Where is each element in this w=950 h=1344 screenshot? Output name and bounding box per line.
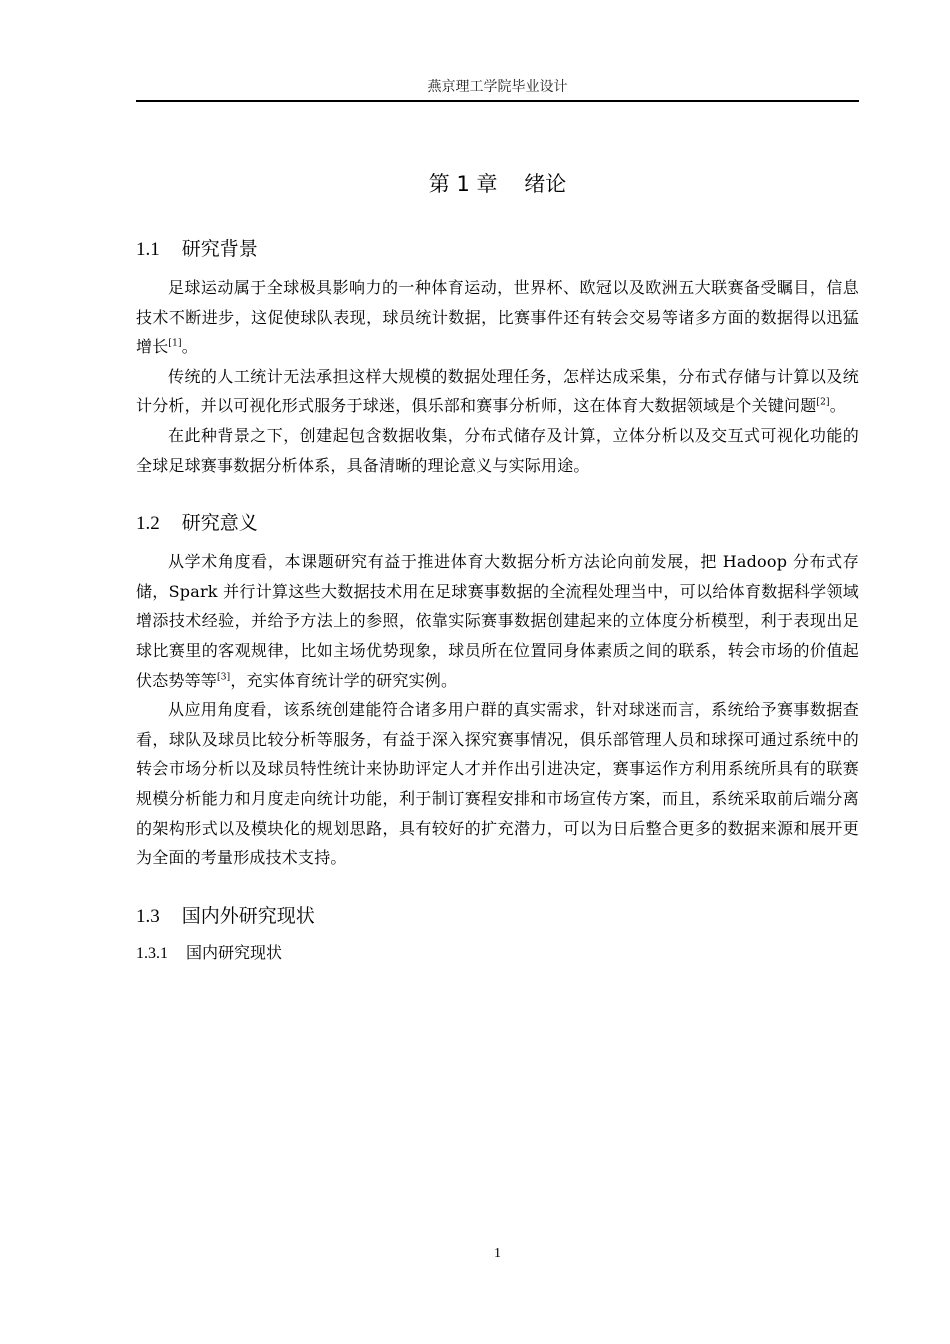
section-number: 1.3 [136, 905, 160, 927]
page-content [136, 168, 859, 963]
paragraph-tail: 。 [829, 396, 846, 416]
header-rule [136, 100, 859, 102]
paragraph-text: 传统的人工统计无法承担这样大规模的数据处理任务，怎样达成采集，分布式存储与计算以及统计分析，并以可视化形式服务于球迷，俱乐部和赛事分析师，这在体育大数据领域是个关键问题 [136, 366, 859, 416]
paragraph-text: 从应用角度看，该系统创建能符合诸多用户群的真实需求，针对球迷而言，系统给予赛事数据查看，球队及球员比较分析等服务，有益于深入探究赛事情况，俱乐部管理人员和球探可通过系统中的转会市场分析以及球员特性统计来协助评定人才并作出引进决定，赛事运作方利用系统所具有的联赛规模分析能力和月度走向统计功能，利于制订赛程安排和市场宣传方案，而且，系统采取前后端分离的架构形式以及模块化的规划思路，具有较好的扩充潜力，可以为日后整合更多的数据来源和展开更为全面的考量形成技术支持。 [136, 700, 859, 868]
paragraph [136, 421, 859, 480]
running-header: 燕京理工学院毕业设计 [427, 79, 568, 95]
section-title: 研究背景 [181, 238, 258, 260]
citation-ref: [3] [217, 672, 231, 683]
paragraph [136, 273, 859, 362]
section-number: 1.2 [136, 513, 160, 535]
section-title: 研究意义 [181, 512, 258, 535]
section-title: 国内外研究现状 [181, 904, 315, 927]
paragraph-text: 足球运动属于全球极具影响力的一种体育运动，世界杯、欧冠以及欧洲五大联赛备受瞩目，信息技术不断进步，这促使球队表现，球员统计数据，比赛事件还有转会交易等诸多方面的数据得以迅猛增长 [136, 278, 859, 357]
section-gap [136, 873, 859, 901]
paragraph-text: 在此种背景之下，创建起包含数据收集，分布式储存及计算，立体分析以及交互式可视化功能的全球足球赛事数据分析体系，具备清晰的理论意义与实际用途。 [136, 425, 859, 475]
subsection-heading-1-3-1 [136, 940, 859, 963]
subsection-title: 国内研究现状 [186, 942, 283, 962]
paragraph [136, 547, 859, 695]
section-heading-1-2 [136, 508, 859, 535]
paragraph [136, 695, 859, 873]
section-number: 1.1 [136, 239, 160, 260]
citation-ref: [1] [168, 338, 182, 349]
section-heading-1-1 [136, 234, 859, 261]
paragraph-tail: ，充实体育统计学的研究实例。 [230, 670, 458, 690]
page-number: 1 [494, 1246, 501, 1261]
chapter-title: 第 1 章 绪论 [428, 172, 567, 196]
paragraph [136, 362, 859, 421]
subsection-number: 1.3.1 [136, 944, 168, 962]
section-heading-1-3 [136, 901, 859, 928]
citation-ref: [2] [816, 398, 830, 409]
section-gap [136, 480, 859, 508]
paragraph-tail: 。 [181, 337, 198, 357]
paragraph-text: 从学术角度看，本课题研究有益于推进体育大数据分析方法论向前发展，把 Hadoop 分布式存储，Spark 并行计算这些大数据技术用在足球赛事数据的全流程处理当中，可以给体育数据科学领域增添技术经验，并给予方法上的参照，依靠实际赛事数据创建起来的立体度分析模型，利于表现出足球比赛里的客观规律，比如主场优势现象，球员所在位置同身体素质之间的联系，转会市场的价值起伏态势等等 [136, 552, 859, 690]
